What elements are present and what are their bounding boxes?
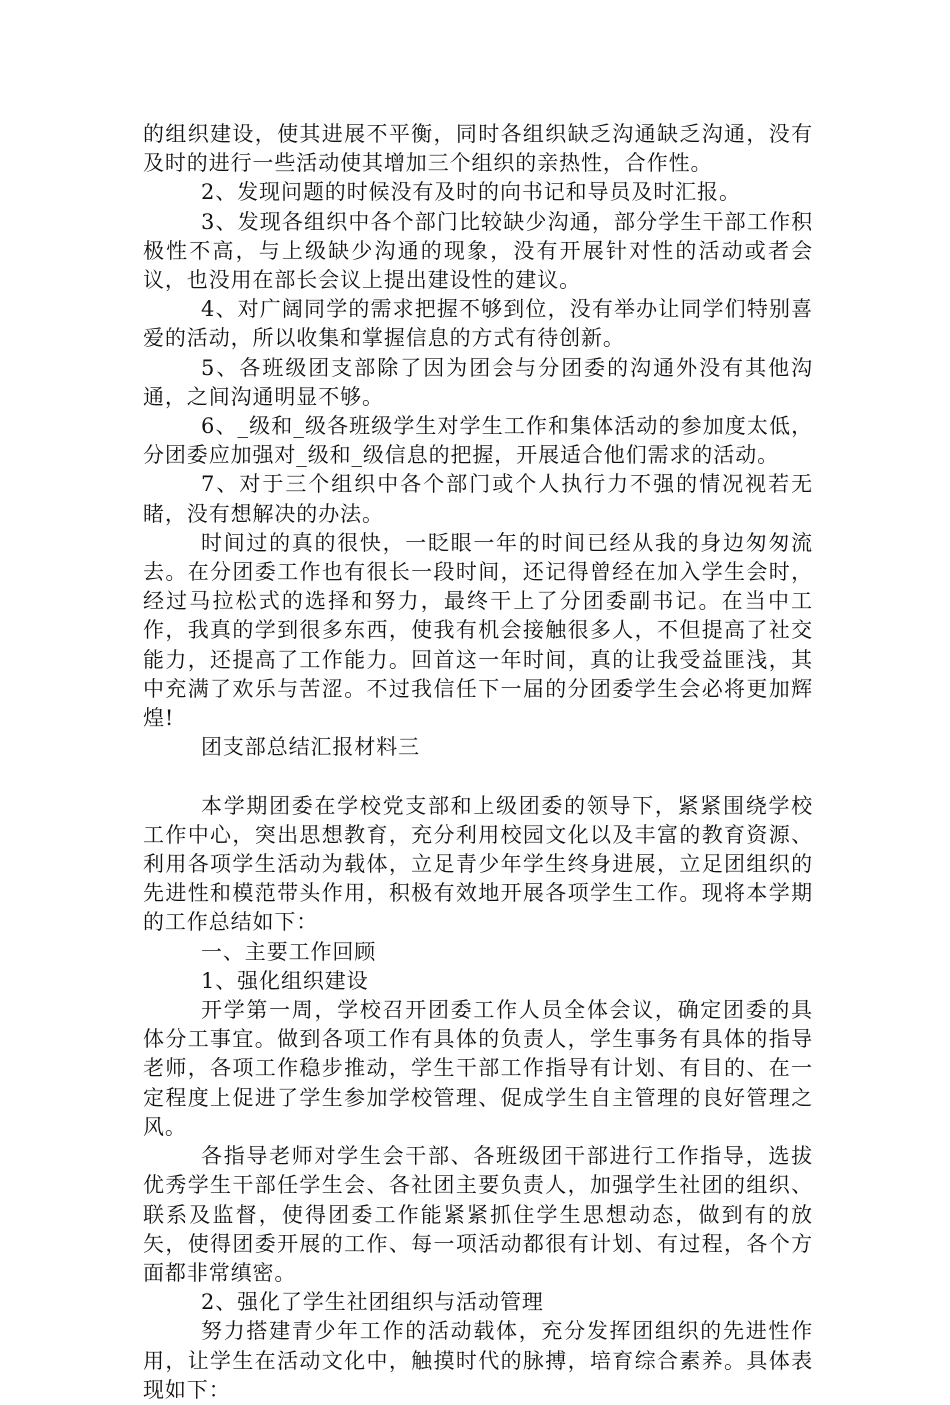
paragraph-4: 4、对广阔同学的需求把握不够到位，没有举办让同学们特别喜爱的活动，所以收集和掌握信息的方式有待创新。 xyxy=(143,297,813,351)
paragraph-3: 3、发现各组织中各个部门比较缺少沟通，部分学生干部工作积极性不高，与上级缺少沟通的现象，没有开展针对性的活动或者会议，也没用在部长会议上提出建设性的建议。 xyxy=(143,209,813,293)
blank-line xyxy=(143,762,813,791)
paragraph-8: 时间过的真的很快，一眨眼一年的时间已经从我的身边匆匆流去。在分团委工作也有很长一段时间，还记得曾经在加入学生会时，经过马拉松式的选择和努力，最终干上了分团委副书记。在当中工作，我真的学到很多东西，使我有机会接触很多人，不但提高了社交能力，还提高了工作能力。回首这一年时间，真的让我受益匪浅，其中充满了欢乐与苦涩。不过我信任下一届的分团委学生会必将更加辉煌! xyxy=(143,530,813,731)
paragraph-1: 的组织建设，使其进展不平衡，同时各组织缺乏沟通缺乏沟通，没有及时的进行一些活动使其增加三个组织的亲热性，合作性。 xyxy=(143,122,813,176)
paragraph-5: 5、各班级团支部除了因为团会与分团委的沟通外没有其他沟通，之间沟通明显不够。 xyxy=(143,355,813,409)
subheading-3: 2、强化了学生社团组织与活动管理 xyxy=(201,1290,544,1315)
paragraph-7: 7、对于三个组织中各个部门或个人执行力不强的情况视若无睹，没有想解决的办法。 xyxy=(143,472,813,526)
paragraph-6: 6、_级和_级各班级学生对学生工作和集体活动的参加度太低，分团委应加强对_级和_级信息的把握，开展适合他们需求的活动。 xyxy=(143,414,813,468)
paragraph-14: 各指导老师对学生会干部、各班级团干部进行工作指导，选拔优秀学生干部任学生会、各社团主要负责人，加强学生社团的组织、联系及监督，使得团委工作能紧紧抓住学生思想动态，做到有的放矢，使得团委开展的工作、每一项活动都很有计划、有过程，各个方面都非常缜密。 xyxy=(143,1144,813,1285)
paragraph-10: 本学期团委在学校党支部和上级团委的领导下，紧紧围绕学校工作中心，突出思想教育，充分利用校园文化以及丰富的教育资源、利用各项学生活动为载体，立足青少年学生终身进展，立足团组织的先进性和模范带头作用，积极有效地开展各项学生工作。现将本学期的工作总结如下： xyxy=(143,793,813,935)
paragraph-16: 努力搭建青少年工作的活动载体，充分发挥团组织的先进性作用，让学生在活动文化中，触摸时代的脉搏，培育综合素养。具体表现如下： xyxy=(143,1319,813,1402)
paragraph-2: 2、发现问题的时候没有及时的向书记和导员及时汇报。 xyxy=(201,180,741,205)
subheading-1: 一、主要工作回顾 xyxy=(201,939,377,964)
section-heading: 团支部总结汇报材料三 xyxy=(201,735,420,760)
paragraph-13: 开学第一周，学校召开团委工作人员全体会议，确定团委的具体分工事宜。做到各项工作有具体的负责人，学生事务有具体的指导老师，各项工作稳步推动，学生干部工作指导有计划、有目的、在一定程度上促进了学生参加学校管理、促成学生自主管理的良好管理之风。 xyxy=(143,998,813,1139)
document-body xyxy=(143,120,813,1405)
subheading-2: 1、强化组织建设 xyxy=(201,968,369,993)
